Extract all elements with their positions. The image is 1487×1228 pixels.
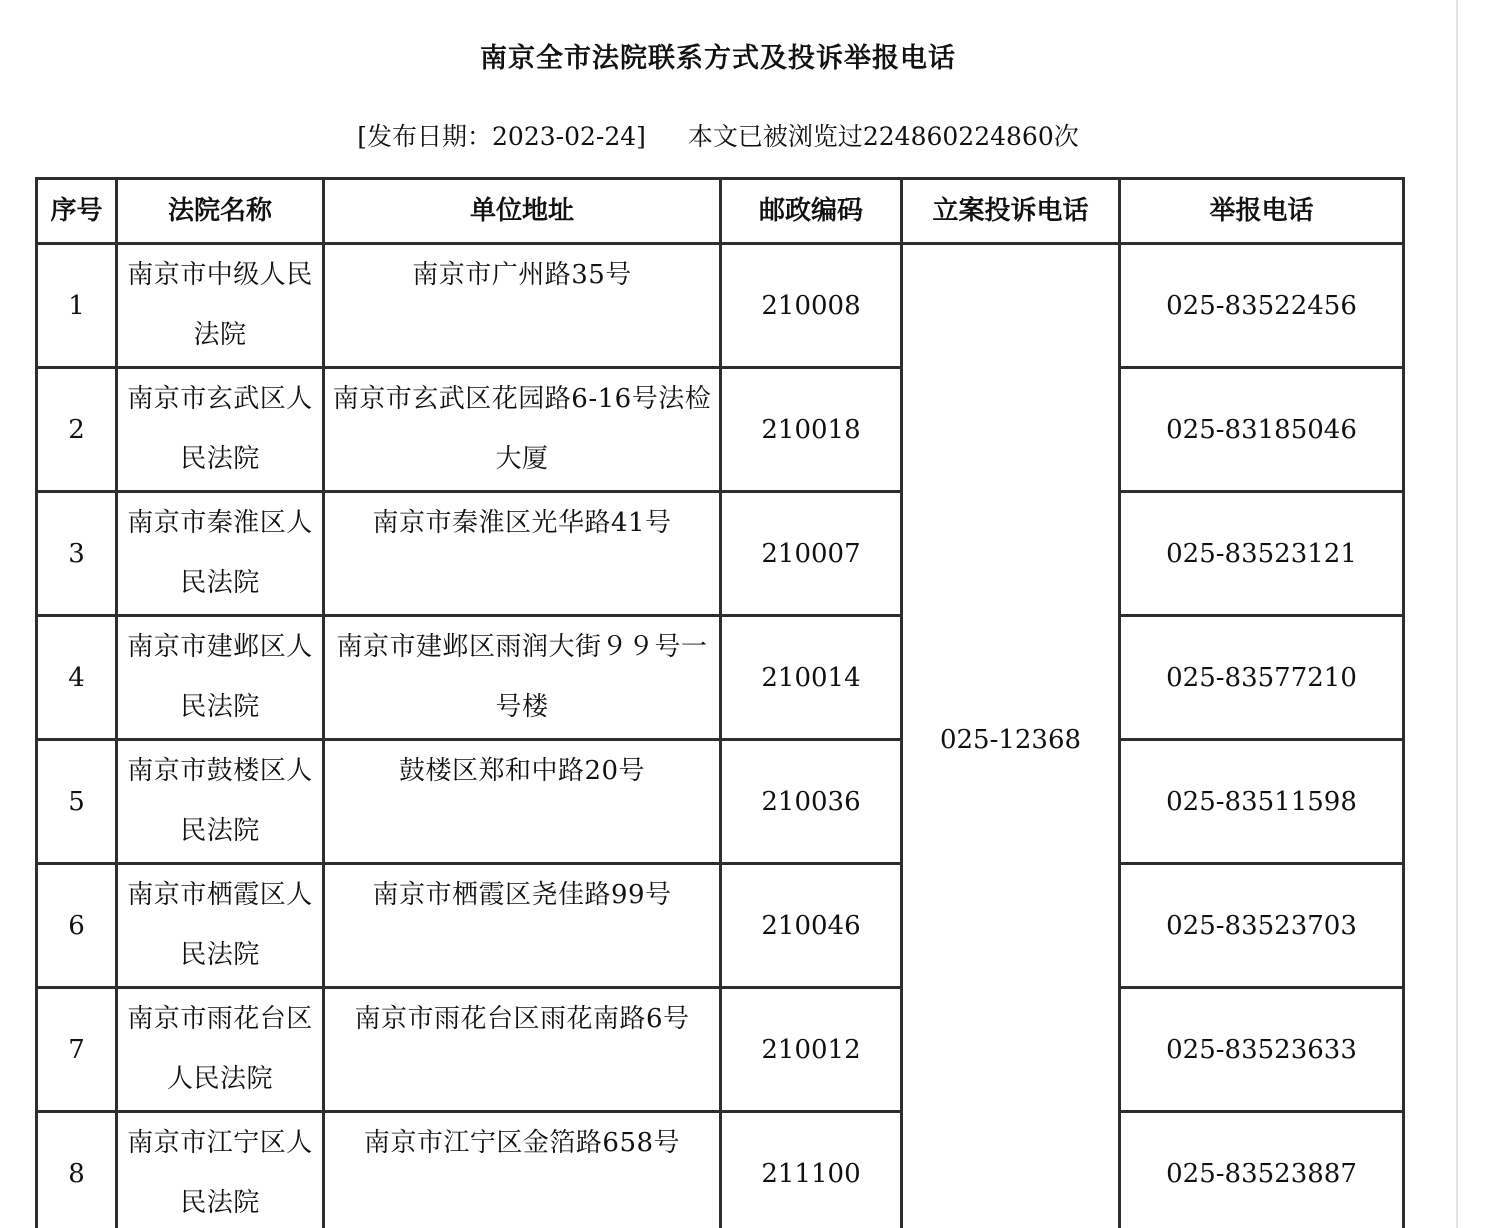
header-postcode: 邮政编码 <box>721 179 902 244</box>
court-name: 南京市秦淮区人民法院 <box>117 492 324 616</box>
row-number: 8 <box>37 1112 117 1228</box>
table-row <box>37 988 1404 1112</box>
report-phone: 025-83523703 <box>1120 864 1404 988</box>
view-count: 本文已被浏览过224860224860次 <box>687 122 1079 151</box>
court-name: 南京市江宁区人民法院 <box>117 1112 324 1228</box>
postcode: 210008 <box>721 244 902 368</box>
court-name: 南京市建邺区人民法院 <box>117 616 324 740</box>
article-title: 南京全市法院联系方式及投诉举报电话 <box>480 43 956 74</box>
header-address: 单位地址 <box>324 179 721 244</box>
court-name: 南京市玄武区人民法院 <box>117 368 324 492</box>
report-phone: 025-83185046 <box>1120 368 1404 492</box>
header-court-name: 法院名称 <box>117 179 324 244</box>
row-number: 7 <box>37 988 117 1112</box>
table-row <box>37 616 1404 740</box>
table-row <box>37 1112 1404 1228</box>
report-phone: 025-83511598 <box>1120 740 1404 864</box>
publish-date: [发布日期：2023-02-24] <box>357 122 646 151</box>
court-address: 南京市雨花台区雨花南路6号 <box>324 988 721 1112</box>
report-phone: 025-83523633 <box>1120 988 1404 1112</box>
postcode: 210007 <box>721 492 902 616</box>
postcode: 211100 <box>721 1112 902 1228</box>
court-name: 南京市鼓楼区人民法院 <box>117 740 324 864</box>
header-complaint-phone: 立案投诉电话 <box>902 179 1120 244</box>
header-no: 序号 <box>37 179 117 244</box>
row-number: 4 <box>37 616 117 740</box>
row-number: 6 <box>37 864 117 988</box>
postcode: 210018 <box>721 368 902 492</box>
table-row <box>37 244 1404 368</box>
table-row <box>37 740 1404 864</box>
postcode: 210014 <box>721 616 902 740</box>
postcode: 210012 <box>721 988 902 1112</box>
scrollbar-track[interactable] <box>1456 0 1458 1228</box>
table-header-row <box>37 179 1404 244</box>
report-phone: 025-83523887 <box>1120 1112 1404 1228</box>
court-name: 南京市中级人民法院 <box>117 244 324 368</box>
postcode: 210046 <box>721 864 902 988</box>
row-number: 3 <box>37 492 117 616</box>
complaint-phone: 025-12368 <box>902 244 1120 1228</box>
row-number: 5 <box>37 740 117 864</box>
header-report-phone: 举报电话 <box>1120 179 1404 244</box>
courts-table <box>35 177 1405 1228</box>
report-phone: 025-83522456 <box>1120 244 1404 368</box>
court-name: 南京市栖霞区人民法院 <box>117 864 324 988</box>
report-phone: 025-83577210 <box>1120 616 1404 740</box>
court-address: 南京市栖霞区尧佳路99号 <box>324 864 721 988</box>
court-name: 南京市雨花台区人民法院 <box>117 988 324 1112</box>
table-row <box>37 368 1404 492</box>
article-meta <box>0 117 1436 153</box>
table-row <box>37 864 1404 988</box>
table-row <box>37 492 1404 616</box>
court-address: 鼓楼区郑和中路20号 <box>324 740 721 864</box>
row-number: 1 <box>37 244 117 368</box>
row-number: 2 <box>37 368 117 492</box>
court-address: 南京市秦淮区光华路41号 <box>324 492 721 616</box>
postcode: 210036 <box>721 740 902 864</box>
report-phone: 025-83523121 <box>1120 492 1404 616</box>
court-address: 南京市玄武区花园路6-16号法检大厦 <box>324 368 721 492</box>
court-address: 南京市建邺区雨润大街９９号一号楼 <box>324 616 721 740</box>
court-address: 南京市江宁区金箔路658号 <box>324 1112 721 1228</box>
court-address: 南京市广州路35号 <box>324 244 721 368</box>
